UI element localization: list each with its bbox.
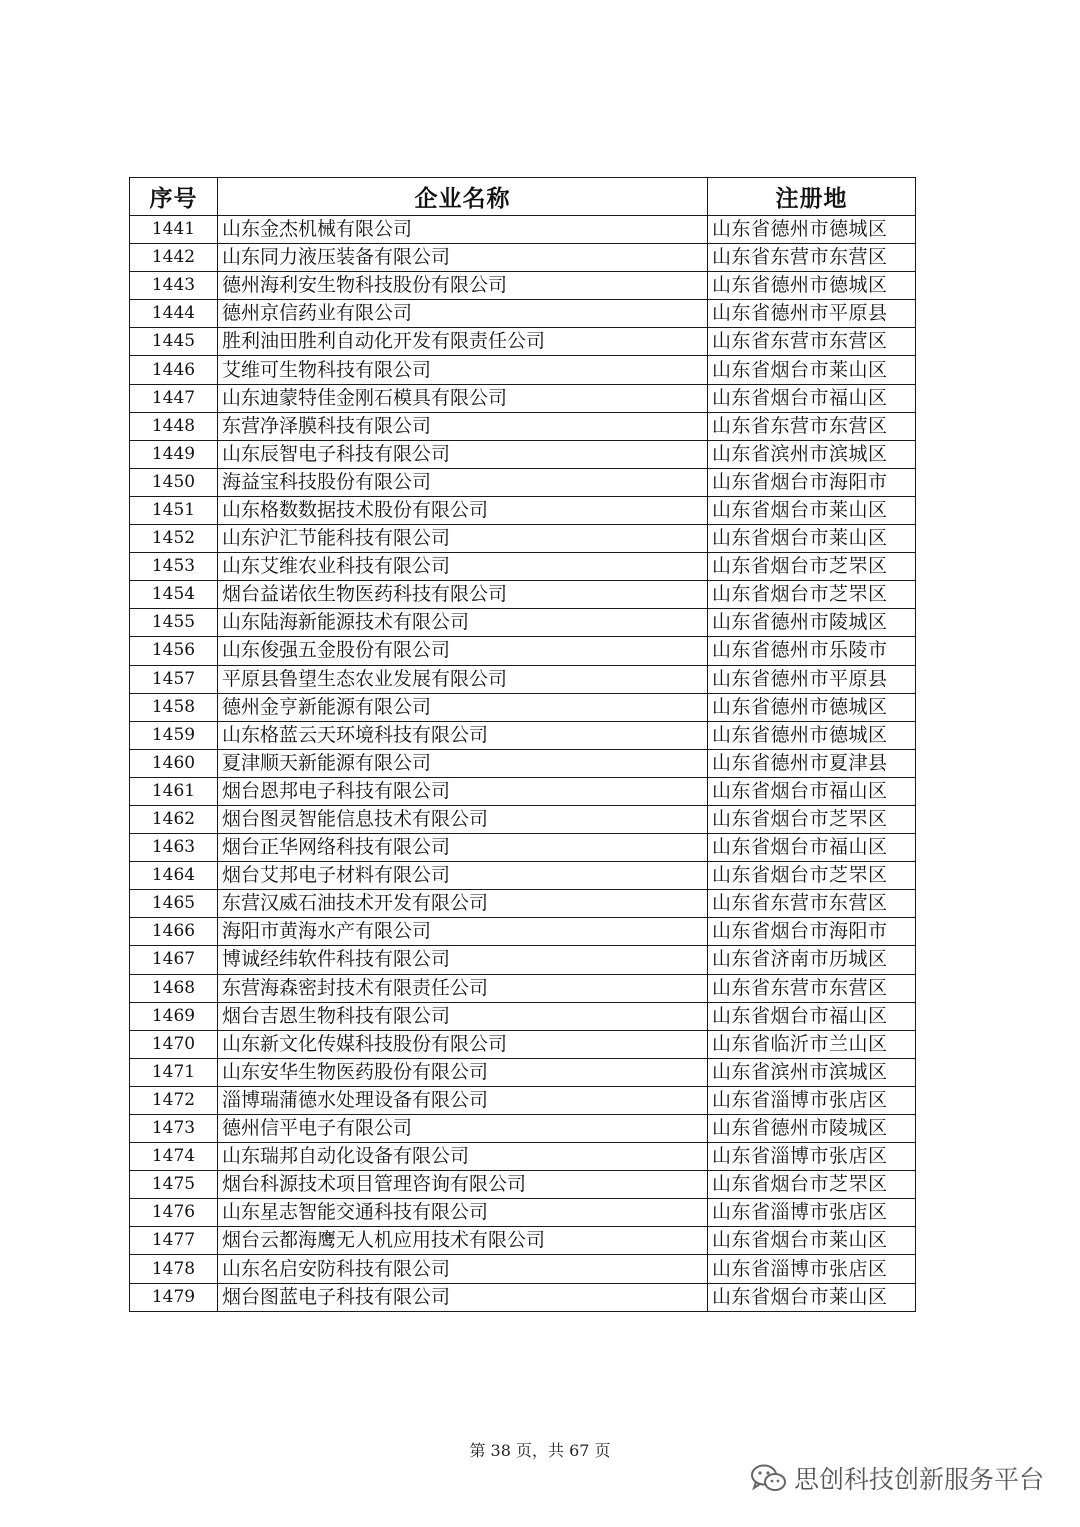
registered-place-cell: 山东省烟台市莱山区 [708,496,916,524]
table-row [130,721,916,749]
company-name-cell: 东营汉威石油技术开发有限公司 [218,890,708,918]
table-row [130,525,916,553]
table-row [130,918,916,946]
serial-number-cell: 1477 [130,1227,218,1255]
serial-number-cell: 1456 [130,637,218,665]
table-row [130,272,916,300]
registered-place-cell: 山东省淄博市张店区 [708,1086,916,1114]
company-name-cell: 东营海森密封技术有限责任公司 [218,974,708,1002]
table-row [130,1283,916,1311]
serial-number-cell: 1448 [130,412,218,440]
table-row [130,1227,916,1255]
registered-place-cell: 山东省东营市东营区 [708,244,916,272]
company-name-cell: 夏津顺天新能源有限公司 [218,749,708,777]
serial-number-cell: 1449 [130,440,218,468]
serial-number-cell: 1478 [130,1255,218,1283]
table-row [130,356,916,384]
registered-place-cell: 山东省烟台市芝罘区 [708,553,916,581]
table-row [130,1255,916,1283]
table-row [130,244,916,272]
registered-place-cell: 山东省滨州市滨城区 [708,1058,916,1086]
page-number-footer: 第 38 页，共 67 页 [469,1441,611,1460]
wechat-icon [750,1463,788,1493]
table-row [130,805,916,833]
registered-place-cell: 山东省烟台市福山区 [708,777,916,805]
header-serial-number: 序号 [130,178,218,216]
company-name-cell: 平原县鲁望生态农业发展有限公司 [218,665,708,693]
registered-place-cell: 山东省烟台市莱山区 [708,1227,916,1255]
company-name-cell: 烟台艾邦电子材料有限公司 [218,862,708,890]
company-name-cell: 烟台科源技术项目管理咨询有限公司 [218,1171,708,1199]
table-row [130,216,916,244]
company-name-cell: 烟台益诺依生物医药科技有限公司 [218,581,708,609]
registered-place-cell: 山东省德州市平原县 [708,300,916,328]
company-name-cell: 山东格数数据技术股份有限公司 [218,496,708,524]
company-name-cell: 山东金杰机械有限公司 [218,216,708,244]
serial-number-cell: 1462 [130,805,218,833]
company-name-cell: 山东同力液压装备有限公司 [218,244,708,272]
table-row [130,862,916,890]
table-row [130,1115,916,1143]
serial-number-cell: 1465 [130,890,218,918]
serial-number-cell: 1473 [130,1115,218,1143]
table-row [130,637,916,665]
registered-place-cell: 山东省烟台市芝罘区 [708,862,916,890]
company-name-cell: 德州海利安生物科技股份有限公司 [218,272,708,300]
company-name-cell: 烟台云都海鹰无人机应用技术有限公司 [218,1227,708,1255]
serial-number-cell: 1469 [130,1002,218,1030]
company-name-cell: 博诚经纬软件科技有限公司 [218,946,708,974]
table-row [130,890,916,918]
table-row [130,1030,916,1058]
serial-number-cell: 1475 [130,1171,218,1199]
serial-number-cell: 1447 [130,384,218,412]
registered-place-cell: 山东省德州市夏津县 [708,749,916,777]
table-row [130,496,916,524]
serial-number-cell: 1443 [130,272,218,300]
registered-place-cell: 山东省济南市历城区 [708,946,916,974]
company-name-cell: 山东俊强五金股份有限公司 [218,637,708,665]
company-name-cell: 艾维可生物科技有限公司 [218,356,708,384]
table-row [130,693,916,721]
table-row [130,1002,916,1030]
company-table [129,177,916,1312]
company-name-cell: 山东迪蒙特佳金刚石模具有限公司 [218,384,708,412]
registered-place-cell: 山东省德州市平原县 [708,665,916,693]
company-name-cell: 烟台正华网络科技有限公司 [218,834,708,862]
company-name-cell: 德州信平电子有限公司 [218,1115,708,1143]
serial-number-cell: 1472 [130,1086,218,1114]
registered-place-cell: 山东省烟台市芝罘区 [708,581,916,609]
registered-place-cell: 山东省烟台市海阳市 [708,918,916,946]
table-row [130,1143,916,1171]
header-company-name: 企业名称 [218,178,708,216]
table-row [130,553,916,581]
table-row [130,834,916,862]
company-name-cell: 德州京信药业有限公司 [218,300,708,328]
company-name-cell: 海益宝科技股份有限公司 [218,468,708,496]
watermark-text: 思创科技创新服务平台 [793,1465,1044,1494]
registered-place-cell: 山东省德州市陵城区 [708,1115,916,1143]
serial-number-cell: 1444 [130,300,218,328]
serial-number-cell: 1471 [130,1058,218,1086]
registered-place-cell: 山东省东营市东营区 [708,974,916,1002]
company-name-cell: 山东沪汇节能科技有限公司 [218,525,708,553]
table-row [130,777,916,805]
table-row [130,581,916,609]
registered-place-cell: 山东省烟台市福山区 [708,384,916,412]
company-name-cell: 烟台图灵智能信息技术有限公司 [218,805,708,833]
table-row [130,440,916,468]
table-row [130,1199,916,1227]
serial-number-cell: 1474 [130,1143,218,1171]
serial-number-cell: 1463 [130,834,218,862]
company-name-cell: 海阳市黄海水产有限公司 [218,918,708,946]
registered-place-cell: 山东省淄博市张店区 [708,1199,916,1227]
registered-place-cell: 山东省东营市东营区 [708,328,916,356]
table-body [130,216,916,1312]
registered-place-cell: 山东省滨州市滨城区 [708,440,916,468]
company-name-cell: 山东陆海新能源技术有限公司 [218,609,708,637]
registered-place-cell: 山东省东营市东营区 [708,412,916,440]
serial-number-cell: 1450 [130,468,218,496]
registered-place-cell: 山东省德州市德城区 [708,721,916,749]
table-row [130,1086,916,1114]
table-row [130,300,916,328]
company-name-cell: 山东星志智能交通科技有限公司 [218,1199,708,1227]
serial-number-cell: 1468 [130,974,218,1002]
registered-place-cell: 山东省德州市德城区 [708,693,916,721]
serial-number-cell: 1453 [130,553,218,581]
company-name-cell: 烟台恩邦电子科技有限公司 [218,777,708,805]
table-row [130,412,916,440]
serial-number-cell: 1442 [130,244,218,272]
serial-number-cell: 1455 [130,609,218,637]
serial-number-cell: 1461 [130,777,218,805]
company-name-cell: 山东安华生物医药股份有限公司 [218,1058,708,1086]
serial-number-cell: 1445 [130,328,218,356]
table-row [130,665,916,693]
table-row [130,384,916,412]
table-header-row [130,178,916,216]
serial-number-cell: 1441 [130,216,218,244]
company-name-cell: 山东名启安防科技有限公司 [218,1255,708,1283]
serial-number-cell: 1459 [130,721,218,749]
serial-number-cell: 1458 [130,693,218,721]
table-row [130,609,916,637]
company-name-cell: 烟台吉恩生物科技有限公司 [218,1002,708,1030]
serial-number-cell: 1467 [130,946,218,974]
company-name-cell: 胜利油田胜利自动化开发有限责任公司 [218,328,708,356]
company-name-cell: 淄博瑞蒲德水处理设备有限公司 [218,1086,708,1114]
serial-number-cell: 1454 [130,581,218,609]
serial-number-cell: 1457 [130,665,218,693]
table-row [130,328,916,356]
registered-place-cell: 山东省淄博市张店区 [708,1255,916,1283]
registered-place-cell: 山东省烟台市福山区 [708,834,916,862]
company-name-cell: 德州金亨新能源有限公司 [218,693,708,721]
registered-place-cell: 山东省烟台市海阳市 [708,468,916,496]
serial-number-cell: 1464 [130,862,218,890]
registered-place-cell: 山东省德州市德城区 [708,216,916,244]
registered-place-cell: 山东省烟台市莱山区 [708,356,916,384]
serial-number-cell: 1476 [130,1199,218,1227]
header-registered-place: 注册地 [708,178,916,216]
watermark [750,1460,1044,1496]
registered-place-cell: 山东省烟台市芝罘区 [708,1171,916,1199]
registered-place-cell: 山东省淄博市张店区 [708,1143,916,1171]
company-name-cell: 山东新文化传媒科技股份有限公司 [218,1030,708,1058]
company-name-cell: 山东辰智电子科技有限公司 [218,440,708,468]
table-row [130,749,916,777]
serial-number-cell: 1479 [130,1283,218,1311]
company-name-cell: 烟台图蓝电子科技有限公司 [218,1283,708,1311]
registered-place-cell: 山东省德州市德城区 [708,272,916,300]
company-name-cell: 山东格蓝云天环境科技有限公司 [218,721,708,749]
table-row [130,1058,916,1086]
serial-number-cell: 1452 [130,525,218,553]
table-row [130,946,916,974]
registered-place-cell: 山东省烟台市芝罘区 [708,805,916,833]
company-name-cell: 东营净泽膜科技有限公司 [218,412,708,440]
table-row [130,974,916,1002]
serial-number-cell: 1470 [130,1030,218,1058]
registered-place-cell: 山东省东营市东营区 [708,890,916,918]
registered-place-cell: 山东省烟台市莱山区 [708,525,916,553]
serial-number-cell: 1446 [130,356,218,384]
table-row [130,1171,916,1199]
company-name-cell: 山东瑞邦自动化设备有限公司 [218,1143,708,1171]
registered-place-cell: 山东省临沂市兰山区 [708,1030,916,1058]
registered-place-cell: 山东省德州市陵城区 [708,609,916,637]
registered-place-cell: 山东省烟台市福山区 [708,1002,916,1030]
table-row [130,468,916,496]
registered-place-cell: 山东省烟台市莱山区 [708,1283,916,1311]
company-name-cell: 山东艾维农业科技有限公司 [218,553,708,581]
registered-place-cell: 山东省德州市乐陵市 [708,637,916,665]
serial-number-cell: 1451 [130,496,218,524]
serial-number-cell: 1460 [130,749,218,777]
serial-number-cell: 1466 [130,918,218,946]
